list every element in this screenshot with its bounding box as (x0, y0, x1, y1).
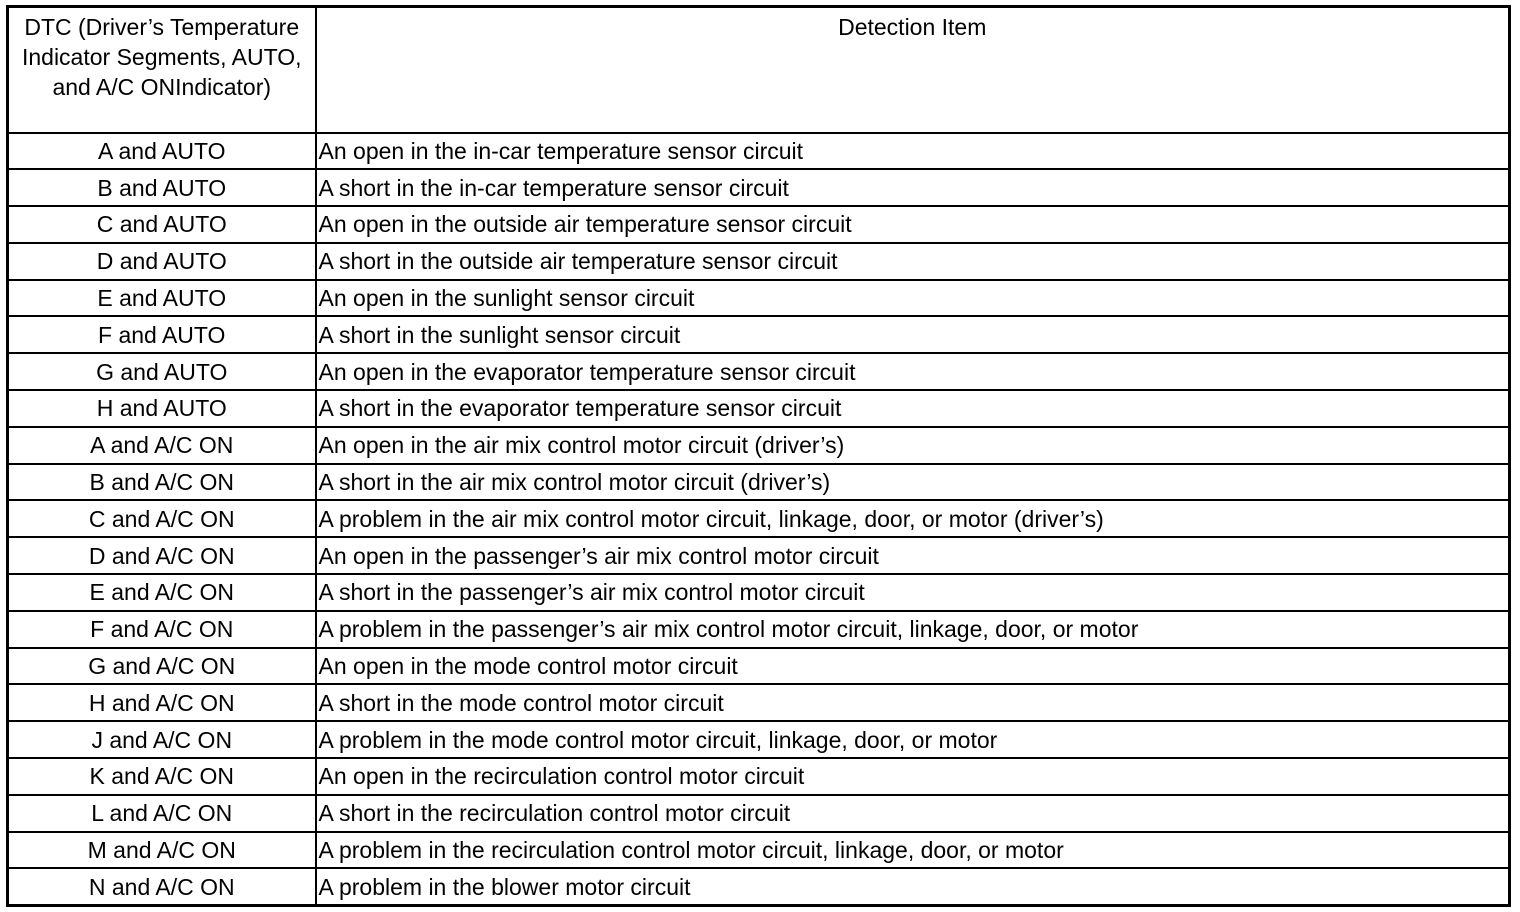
detection-item-cell: A problem in the passenger’s air mix control motor circuit, linkage, door, or motor (316, 611, 1510, 648)
detection-item-cell: A short in the passenger’s air mix control motor circuit (316, 574, 1510, 611)
detection-item-cell: An open in the evaporator temperature sensor circuit (316, 353, 1510, 390)
table-row (8, 500, 1510, 537)
dtc-code-cell: C and AUTO (8, 206, 316, 243)
detection-item-cell: A short in the air mix control motor circuit (driver’s) (316, 464, 1510, 501)
dtc-code-cell: C and A/C ON (8, 500, 316, 537)
table-row (8, 353, 1510, 390)
table-row (8, 537, 1510, 574)
dtc-code-cell: E and AUTO (8, 280, 316, 317)
detection-item-cell: A problem in the air mix control motor circuit, linkage, door, or motor (driver’s) (316, 500, 1510, 537)
table-row (8, 206, 1510, 243)
header-row (8, 7, 1510, 133)
dtc-code-cell: L and A/C ON (8, 795, 316, 832)
detection-item-cell: A problem in the recirculation control motor circuit, linkage, door, or motor (316, 832, 1510, 869)
detection-item-cell: An open in the sunlight sensor circuit (316, 280, 1510, 317)
dtc-code-cell: N and A/C ON (8, 868, 316, 905)
table-row (8, 868, 1510, 905)
table-body (8, 133, 1510, 906)
detection-item-cell: An open in the mode control motor circuit (316, 648, 1510, 685)
table-row (8, 574, 1510, 611)
detection-item-cell: A short in the evaporator temperature sensor circuit (316, 390, 1510, 427)
detection-item-cell: An open in the recirculation control motor circuit (316, 758, 1510, 795)
dtc-code-cell: K and A/C ON (8, 758, 316, 795)
detection-item-cell: An open in the passenger’s air mix control motor circuit (316, 537, 1510, 574)
detection-item-cell: A short in the in-car temperature sensor circuit (316, 169, 1510, 206)
dtc-code-cell: A and A/C ON (8, 427, 316, 464)
header-detection-item: Detection Item (316, 7, 1510, 133)
dtc-code-cell: F and AUTO (8, 316, 316, 353)
dtc-code-cell: E and A/C ON (8, 574, 316, 611)
table-row (8, 464, 1510, 501)
table-row (8, 316, 1510, 353)
table-row (8, 832, 1510, 869)
dtc-code-cell: D and AUTO (8, 243, 316, 280)
table-row (8, 721, 1510, 758)
table-row (8, 280, 1510, 317)
dtc-code-cell: M and A/C ON (8, 832, 316, 869)
detection-item-cell: An open in the air mix control motor circuit (driver’s) (316, 427, 1510, 464)
detection-item-cell: An open in the in-car temperature sensor circuit (316, 133, 1510, 170)
dtc-code-cell: B and AUTO (8, 169, 316, 206)
dtc-code-cell: A and AUTO (8, 133, 316, 170)
table-row (8, 243, 1510, 280)
detection-item-cell: A short in the sunlight sensor circuit (316, 316, 1510, 353)
dtc-code-cell: J and A/C ON (8, 721, 316, 758)
detection-item-cell: A short in the outside air temperature sensor circuit (316, 243, 1510, 280)
header-dtc: DTC (Driver’s Temperature Indicator Segments, AUTO, and A/C ONIndicator) (8, 7, 316, 133)
table-row (8, 758, 1510, 795)
dtc-code-cell: F and A/C ON (8, 611, 316, 648)
dtc-code-cell: H and A/C ON (8, 684, 316, 721)
table-row (8, 169, 1510, 206)
detection-item-cell: An open in the outside air temperature sensor circuit (316, 206, 1510, 243)
dtc-code-cell: H and AUTO (8, 390, 316, 427)
table-row (8, 684, 1510, 721)
detection-item-cell: A short in the mode control motor circuit (316, 684, 1510, 721)
dtc-table (6, 5, 1511, 907)
table-row (8, 648, 1510, 685)
detection-item-cell: A problem in the blower motor circuit (316, 868, 1510, 905)
dtc-code-cell: G and AUTO (8, 353, 316, 390)
table-row (8, 427, 1510, 464)
dtc-code-cell: B and A/C ON (8, 464, 316, 501)
table-row (8, 795, 1510, 832)
table-row (8, 611, 1510, 648)
table-row (8, 133, 1510, 170)
dtc-code-cell: D and A/C ON (8, 537, 316, 574)
detection-item-cell: A problem in the mode control motor circuit, linkage, door, or motor (316, 721, 1510, 758)
detection-item-cell: A short in the recirculation control motor circuit (316, 795, 1510, 832)
table-row (8, 390, 1510, 427)
dtc-code-cell: G and A/C ON (8, 648, 316, 685)
